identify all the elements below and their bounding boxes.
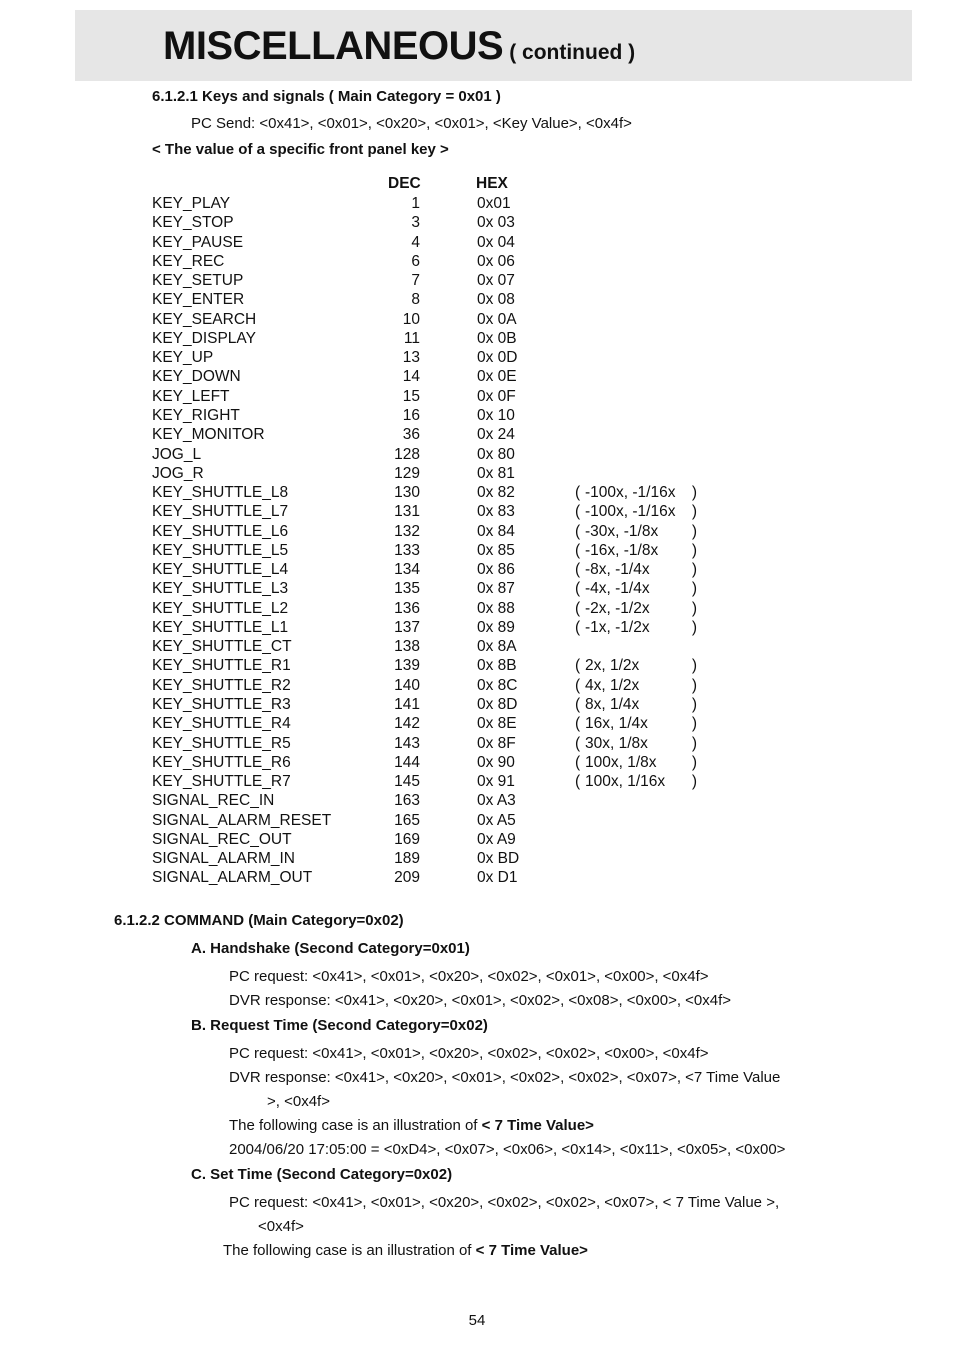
illustration-prefix: The following case is an illustration of <box>229 1117 482 1134</box>
key-name: KEY_SHUTTLE_R1 <box>152 657 291 675</box>
key-name: KEY_SHUTTLE_L3 <box>152 580 289 598</box>
table-row <box>0 868 954 887</box>
key-name: JOG_L <box>152 445 202 463</box>
key-name: KEY_STOP <box>152 214 234 232</box>
illustration-prefix: The following case is an illustration of <box>223 1242 476 1259</box>
key-dec: 135 <box>394 580 420 598</box>
column-header-dec: DEC <box>388 175 421 192</box>
table-row <box>0 194 954 213</box>
key-dec: 3 <box>411 214 420 232</box>
key-name: SIGNAL_REC_IN <box>152 792 275 810</box>
key-name: KEY_SHUTTLE_L7 <box>152 503 289 521</box>
key-dec: 209 <box>394 869 420 887</box>
key-hex: 0x 0F <box>477 387 516 405</box>
key-hex: 0x 08 <box>477 291 515 309</box>
key-name: KEY_SEARCH <box>152 310 257 328</box>
key-hex: 0x A5 <box>477 811 516 829</box>
key-dec: 144 <box>394 753 420 771</box>
table-row: KEY_SHUTTLE_L3 135 0x 87 ( -4x, -1/4x ) <box>152 580 697 598</box>
handshake-dvr-response: DVR response: <0x41>, <0x20>, <0x01>, <0x02>, <0x08>, <0x00>, <0x4f> <box>229 992 732 1009</box>
front-panel-subheading: < The value of a specific front panel key > <box>152 141 449 158</box>
request-time-heading: B. Request Time (Second Category=0x02) <box>191 1017 488 1034</box>
key-hex: 0x 03 <box>477 214 515 232</box>
key-name: KEY_SHUTTLE_L4 <box>152 561 289 579</box>
table-row <box>0 406 954 425</box>
table-row: KEY_SHUTTLE_L1 137 0x 89 ( -1x, -1/2x ) <box>152 618 697 636</box>
key-hex: 0x A3 <box>477 792 516 810</box>
key-dec: 15 <box>402 387 420 405</box>
set-time-pc-request-line2: <0x4f> <box>258 1218 304 1235</box>
key-dec: 13 <box>402 349 420 367</box>
table-row <box>0 290 954 309</box>
key-name: KEY_LEFT <box>152 387 230 405</box>
key-dec: 131 <box>394 503 420 521</box>
key-hex: 0x A9 <box>477 830 516 848</box>
key-hex: 0x 81 <box>477 464 515 482</box>
key-hex: 0x 84 <box>477 522 515 540</box>
table-row <box>0 329 954 348</box>
key-dec: 163 <box>394 792 420 810</box>
key-dec: 128 <box>394 445 420 463</box>
key-hex: 0x 83 <box>477 503 515 521</box>
key-name: KEY_SETUP <box>152 272 244 290</box>
key-name: KEY_SHUTTLE_R5 <box>152 734 291 752</box>
command-section-heading: 6.1.2.2 COMMAND (Main Category=0x02) <box>114 912 404 929</box>
key-name: SIGNAL_REC_OUT <box>152 830 292 848</box>
key-dec: 129 <box>394 464 420 482</box>
key-name: KEY_DOWN <box>152 368 241 386</box>
key-dec: 6 <box>411 252 420 270</box>
key-name: KEY_SHUTTLE_R3 <box>152 696 291 714</box>
key-hex: 0x01 <box>477 195 511 212</box>
title-text: MISCELLANEOUS <box>163 24 504 68</box>
table-row <box>0 445 954 464</box>
key-dec: 10 <box>402 310 420 328</box>
table-row <box>0 464 954 483</box>
key-hex: 0x 06 <box>477 252 515 270</box>
table-row: KEY_SHUTTLE_R3 141 0x 8D ( 8x, 1/4x ) <box>152 696 697 714</box>
key-name: SIGNAL_ALARM_OUT <box>152 869 313 887</box>
key-dec: 4 <box>411 233 420 251</box>
key-dec: 138 <box>394 638 420 656</box>
table-row: KEY_SHUTTLE_L4 134 0x 86 ( -8x, -1/4x ) <box>152 561 697 579</box>
key-name: KEY_PAUSE <box>152 233 244 251</box>
table-row <box>0 849 954 868</box>
key-hex: 0x 8D <box>477 696 518 714</box>
table-row: KEY_SHUTTLE_R5 143 0x 8F ( 30x, 1/8x ) <box>152 734 697 752</box>
table-row <box>0 367 954 386</box>
key-dec: 140 <box>394 676 420 694</box>
key-name: KEY_MONITOR <box>152 426 265 444</box>
table-row: KEY_SHUTTLE_R1 139 0x 8B ( 2x, 1/2x ) <box>152 657 697 675</box>
table-row: KEY_SHUTTLE_R6 144 0x 90 ( 100x, 1/8x ) <box>152 753 697 771</box>
key-name: KEY_SHUTTLE_L8 <box>152 484 289 502</box>
key-dec: 141 <box>394 696 420 714</box>
key-name: JOG_R <box>152 464 204 482</box>
table-row <box>0 233 954 252</box>
key-name: KEY_SHUTTLE_R4 <box>152 715 291 733</box>
key-dec: 8 <box>411 291 420 309</box>
key-dec: 36 <box>402 426 420 444</box>
column-header-hex: HEX <box>476 175 508 192</box>
request-time-dvr-response-line1: DVR response: <0x41>, <0x20>, <0x01>, <0x02>, <0x02>, <0x07>, <7 Time Value <box>229 1069 781 1086</box>
key-hex: 0x 0A <box>477 310 517 328</box>
page-title <box>163 22 635 77</box>
key-hex: 0x 91 <box>477 773 515 791</box>
key-hex: 0x 80 <box>477 445 515 463</box>
request-time-dvr-response-line2: >, <0x4f> <box>267 1093 330 1110</box>
key-name: SIGNAL_ALARM_IN <box>152 850 295 868</box>
set-time-heading: C. Set Time (Second Category=0x02) <box>191 1166 453 1183</box>
table-row <box>0 791 954 810</box>
handshake-pc-request: PC request: <0x41>, <0x01>, <0x20>, <0x02>, <0x01>, <0x00>, <0x4f> <box>229 968 709 985</box>
table-row: KEY_SHUTTLE_R2 140 0x 8C ( 4x, 1/2x ) <box>152 676 697 694</box>
key-dec: 137 <box>394 618 420 636</box>
key-dec: 11 <box>403 329 420 347</box>
key-hex: 0x 82 <box>477 484 515 502</box>
table-row: KEY_SHUTTLE_L5 133 0x 85 ( -16x, -1/8x ) <box>152 541 697 559</box>
key-dec: 145 <box>394 773 420 791</box>
key-name: KEY_SHUTTLE_CT <box>152 638 292 656</box>
table-row: KEY_SHUTTLE_R4 142 0x 8E ( 16x, 1/4x ) <box>152 715 697 733</box>
key-dec: 14 <box>402 368 420 386</box>
key-dec: 134 <box>394 561 420 579</box>
request-time-example: 2004/06/20 17:05:00 = <0xD4>, <0x07>, <0x06>, <0x14>, <0x11>, <0x05>, <0x00> <box>229 1141 786 1158</box>
key-name: KEY_DISPLAY <box>152 329 256 347</box>
illustration-bold: < 7 Time Value> <box>481 1117 594 1134</box>
key-hex: 0x 8E <box>477 715 517 733</box>
table-row <box>0 310 954 329</box>
key-name: KEY_SHUTTLE_R7 <box>152 773 291 791</box>
key-name: KEY_UP <box>152 349 214 367</box>
table-row <box>0 830 954 849</box>
table-row <box>0 271 954 290</box>
page-number: 54 <box>468 1312 486 1329</box>
key-hex: 0x 0E <box>477 368 517 386</box>
key-dec: 7 <box>411 272 420 290</box>
key-hex: 0x 86 <box>477 561 515 579</box>
key-dec: 165 <box>394 811 420 829</box>
key-dec: 169 <box>394 830 420 848</box>
key-dec: 1 <box>411 195 420 212</box>
key-hex: 0x 87 <box>477 580 515 598</box>
key-dec: 132 <box>394 522 420 540</box>
key-dec: 142 <box>394 715 420 733</box>
key-hex: 0x 10 <box>477 406 515 424</box>
handshake-heading: A. Handshake (Second Category=0x01) <box>191 940 470 957</box>
key-hex: 0x 89 <box>477 618 515 636</box>
table-row: KEY_SHUTTLE_R7 145 0x 91 ( 100x, 1/16x ) <box>152 773 697 791</box>
key-name: KEY_RIGHT <box>152 406 240 424</box>
key-hex: 0x 8C <box>477 676 518 694</box>
key-dec: 136 <box>394 599 420 617</box>
table-row <box>0 387 954 406</box>
table-row <box>0 637 954 656</box>
table-row: KEY_SHUTTLE_L6 132 0x 84 ( -30x, -1/8x ) <box>152 522 697 540</box>
key-dec: 130 <box>394 484 420 502</box>
table-row <box>0 213 954 232</box>
key-name: KEY_SHUTTLE_L6 <box>152 522 289 540</box>
key-hex: 0x 04 <box>477 233 515 251</box>
request-time-illustration <box>229 1117 594 1135</box>
key-hex: 0x 8B <box>477 657 517 675</box>
key-name: KEY_SHUTTLE_R6 <box>152 753 291 771</box>
key-hex: 0x 90 <box>477 753 515 771</box>
key-hex: 0x 8A <box>477 638 517 656</box>
title-subtitle: ( continued ) <box>509 41 636 64</box>
pc-send-line: PC Send: <0x41>, <0x01>, <0x20>, <0x01>, <Key Value>, <0x4f> <box>191 115 632 132</box>
key-name: KEY_SHUTTLE_L2 <box>152 599 289 617</box>
illustration-bold: < 7 Time Value> <box>475 1242 588 1259</box>
table-row: KEY_SHUTTLE_L7 131 0x 83 ( -100x, -1/16x ) <box>152 503 697 521</box>
key-name: KEY_PLAY <box>152 195 231 212</box>
key-dec: 189 <box>394 850 420 868</box>
key-hex: 0x 85 <box>477 541 515 559</box>
key-dec: 139 <box>394 657 420 675</box>
table-row <box>0 811 954 830</box>
request-time-pc-request: PC request: <0x41>, <0x01>, <0x20>, <0x02>, <0x02>, <0x00>, <0x4f> <box>229 1045 709 1062</box>
key-dec: 143 <box>394 734 420 752</box>
key-name: SIGNAL_ALARM_RESET <box>152 811 332 829</box>
key-hex: 0x BD <box>477 850 520 868</box>
key-dec: 133 <box>394 541 420 559</box>
table-row <box>0 348 954 367</box>
key-hex: 0x 88 <box>477 599 515 617</box>
key-name: KEY_SHUTTLE_L1 <box>152 618 289 636</box>
table-row: KEY_SHUTTLE_L8 130 0x 82 ( -100x, -1/16x ) <box>152 484 697 502</box>
table-row: KEY_SHUTTLE_L2 136 0x 88 ( -2x, -1/2x ) <box>152 599 697 617</box>
set-time-illustration <box>223 1242 588 1260</box>
key-hex: 0x D1 <box>477 869 518 887</box>
key-hex: 0x 07 <box>477 272 515 290</box>
key-hex: 0x 24 <box>477 426 515 444</box>
keys-section-heading: 6.1.2.1 Keys and signals ( Main Category = 0x01 ) <box>152 88 501 105</box>
key-name: KEY_SHUTTLE_R2 <box>152 676 291 694</box>
key-name: KEY_ENTER <box>152 291 245 309</box>
key-hex: 0x 0D <box>477 349 518 367</box>
key-name: KEY_REC <box>152 252 225 270</box>
key-dec: 16 <box>402 406 420 424</box>
key-hex: 0x 0B <box>477 329 517 347</box>
table-row <box>0 425 954 444</box>
key-name: KEY_SHUTTLE_L5 <box>152 541 289 559</box>
key-hex: 0x 8F <box>477 734 516 752</box>
table-row <box>0 252 954 271</box>
set-time-pc-request-line1: PC request: <0x41>, <0x01>, <0x20>, <0x02>, <0x02>, <0x07>, < 7 Time Value >, <box>229 1194 780 1211</box>
